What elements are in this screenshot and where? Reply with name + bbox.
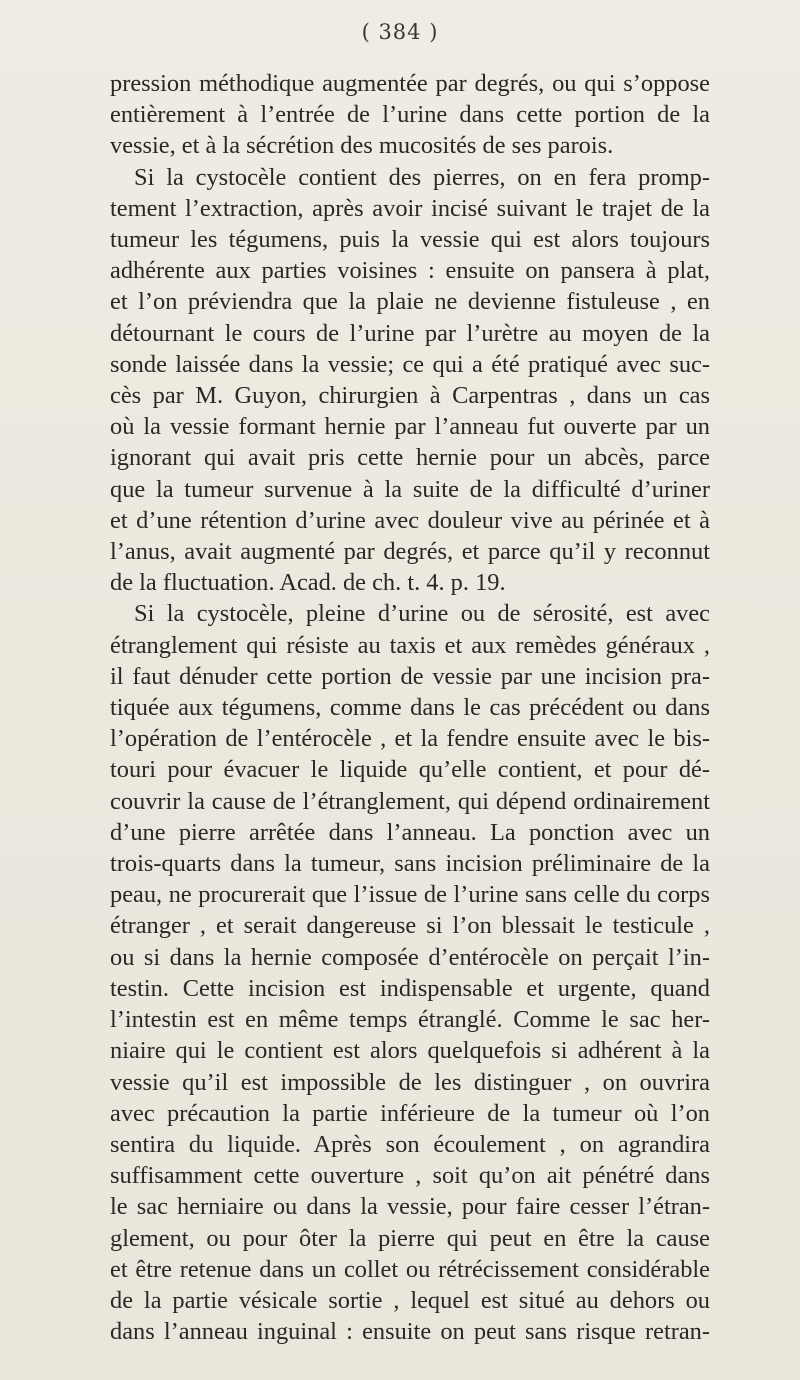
text-line: dans l’anneau inguinal : ensuite on peut sans risque retran- xyxy=(110,1318,710,1346)
text-line: adhérente aux parties voisines : ensuite on pansera à plat, xyxy=(110,257,710,285)
text-line: Si la cystocèle, pleine d’urine ou de sérosité, est avec xyxy=(134,600,710,628)
text-line: cès par M. Guyon, chirurgien à Carpentras , dans un cas xyxy=(110,382,710,410)
text-line: suffisamment cette ouverture , soit qu’on ait pénétré dans xyxy=(110,1162,710,1190)
text-line: vessie, et à la sécrétion des mucosités de ses parois. xyxy=(110,132,614,160)
text-line: de la fluctuation. Acad. de ch. t. 4. p. 19. xyxy=(110,569,506,597)
text-line: étranger , et serait dangereuse si l’on blessait le testicule , xyxy=(110,912,710,940)
text-line: de la partie vésicale sortie , lequel est situé au dehors ou xyxy=(110,1286,710,1314)
text-line: tiquée aux tégumens, comme dans le cas précédent ou dans xyxy=(110,694,710,722)
text-line: il faut dénuder cette portion de vessie par une incision pra- xyxy=(110,662,710,690)
text-line: avec précaution la partie inférieure de la tumeur où l’on xyxy=(110,1099,710,1127)
text-line: d’une pierre arrêtée dans l’anneau. La ponction avec un xyxy=(110,818,710,846)
text-line: testin. Cette incision est indispensable et urgente, quand xyxy=(110,974,710,1002)
text-line: le sac herniaire ou dans la vessie, pour faire cesser l’étran- xyxy=(110,1193,710,1221)
text-line: l’anus, avait augmenté par degrés, et parce qu’il y reconnut xyxy=(110,538,710,566)
text-line: l’opération de l’entérocèle , et la fendre ensuite avec le bis- xyxy=(110,725,710,753)
text-line: touri pour évacuer le liquide qu’elle contient, et pour dé- xyxy=(110,756,710,784)
text-line: tement l’extraction, après avoir incisé suivant le trajet de la xyxy=(110,194,710,222)
text-line: Si la cystocèle contient des pierres, on en fera promp- xyxy=(134,163,710,191)
text-line: étranglement qui résiste au taxis et aux remèdes généraux , xyxy=(110,631,710,659)
text-line: glement, ou pour ôter la pierre qui peut en être la cause xyxy=(110,1224,710,1252)
text-line: et d’une rétention d’urine avec douleur vive au périnée et à xyxy=(110,506,710,534)
text-line: ignorant qui avait pris cette hernie pour un abcès, parce xyxy=(110,444,710,472)
text-line: trois-quarts dans la tumeur, sans incision préliminaire de la xyxy=(110,850,710,878)
text-line: et l’on préviendra que la plaie ne devienne fistuleuse , en xyxy=(110,288,710,316)
text-line: tumeur les tégumens, puis la vessie qui est alors toujours xyxy=(110,226,710,254)
text-line: l’intestin est en même temps étranglé. Comme le sac her- xyxy=(110,1006,710,1034)
text-line: que la tumeur survenue à la suite de la difficulté d’uriner xyxy=(110,475,710,503)
text-line: et être retenue dans un collet ou rétrécissement considérable xyxy=(110,1255,710,1283)
text-line: ou si dans la hernie composée d’entérocèle on perçait l’in- xyxy=(110,943,710,971)
text-line: couvrir la cause de l’étranglement, qui dépend ordinairement xyxy=(110,787,710,815)
page-number: ( 384 ) xyxy=(361,20,439,44)
text-line: sonde laissée dans la vessie; ce qui a été pratiqué avec suc- xyxy=(110,350,710,378)
body-text xyxy=(110,68,710,1347)
text-line: entièrement à l’entrée de l’urine dans cette portion de la xyxy=(110,101,710,129)
text-line: détournant le cours de l’urine par l’urètre au moyen de la xyxy=(110,319,710,347)
text-line: niaire qui le contient est alors quelquefois si adhérent à la xyxy=(110,1037,710,1065)
text-line: pression méthodique augmentée par degrés, ou qui s’oppose xyxy=(110,70,710,97)
text-line: sentira du liquide. Après son écoulement , on agrandira xyxy=(110,1130,710,1158)
text-line: peau, ne procurerait que l’issue de l’urine sans celle du corps xyxy=(110,881,710,909)
text-line: où la vessie formant hernie par l’anneau fut ouverte par un xyxy=(110,413,710,441)
text-line: vessie qu’il est impossible de les distinguer , on ouvrira xyxy=(110,1068,710,1096)
